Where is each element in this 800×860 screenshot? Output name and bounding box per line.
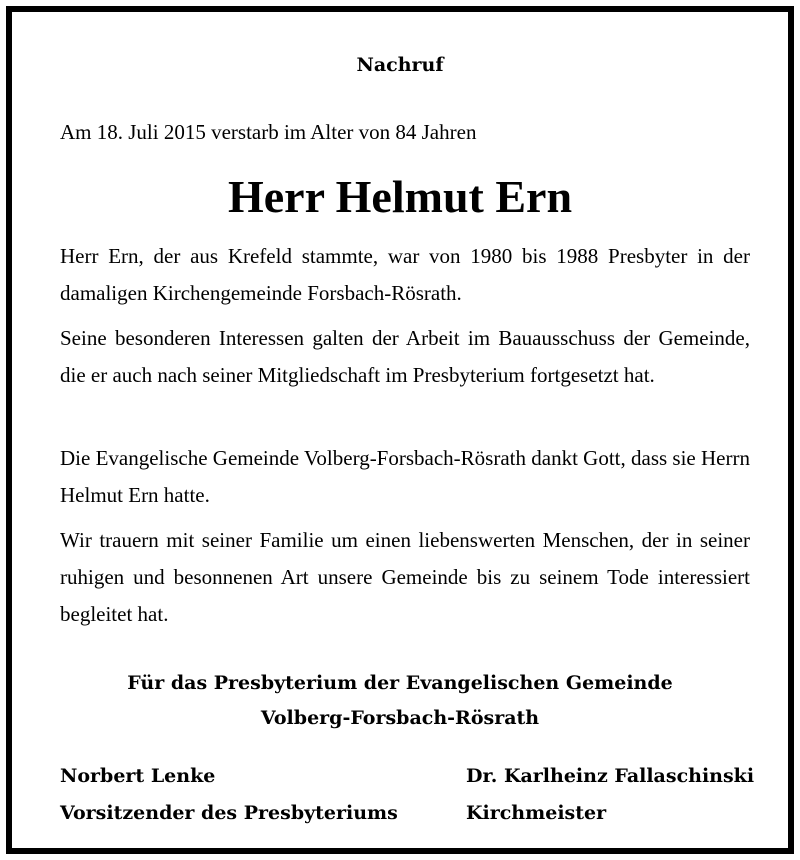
signer-name: Dr. Karlheinz Fallaschinski: [466, 765, 755, 787]
paragraph-biography: Herr Ern, der aus Krefeld stammte, war von 1980 bis 1988 Presbyter in der damaligen Kirchengemeinde Forsbach-Rösrath.: [60, 244, 750, 305]
signature-heading: [12, 666, 788, 736]
paragraph-interests: Seine besonderen Interessen galten der Arbeit im Bauausschuss der Gemeinde, die er auch nach seiner Mitgliedschaft im Presbyterium fortgesetzt hat.: [60, 326, 750, 387]
deceased-name: Herr Helmut Ern: [227, 171, 573, 222]
signature-heading-line1: Für das Presbyterium der Evangelischen Gemeinde: [127, 672, 673, 694]
paragraph-mourning: Wir trauern mit seiner Familie um einen liebenswerten Menschen, der in seiner ruhigen und besonnenen Art unsere Gemeinde bis zu seinem Tode interessiert begleitet hat.: [60, 528, 750, 626]
signer-role: Kirchmeister: [466, 802, 607, 824]
intro-line: Am 18. Juli 2015 verstarb im Alter von 84 Jahren: [60, 120, 477, 144]
signer-name: Norbert Lenke: [60, 765, 216, 787]
signer-right: [466, 758, 754, 832]
notice-heading: Nachruf: [356, 54, 444, 76]
signature-heading-line2: Volberg-Forsbach-Rösrath: [260, 707, 540, 729]
obituary-notice: [6, 6, 794, 854]
signer-left: [60, 758, 398, 832]
paragraph-thanks: Die Evangelische Gemeinde Volberg-Forsbach-Rösrath dankt Gott, dass sie Herrn Helmut Ern hatte.: [60, 446, 750, 507]
signer-role: Vorsitzender des Presbyteriums: [60, 802, 398, 824]
